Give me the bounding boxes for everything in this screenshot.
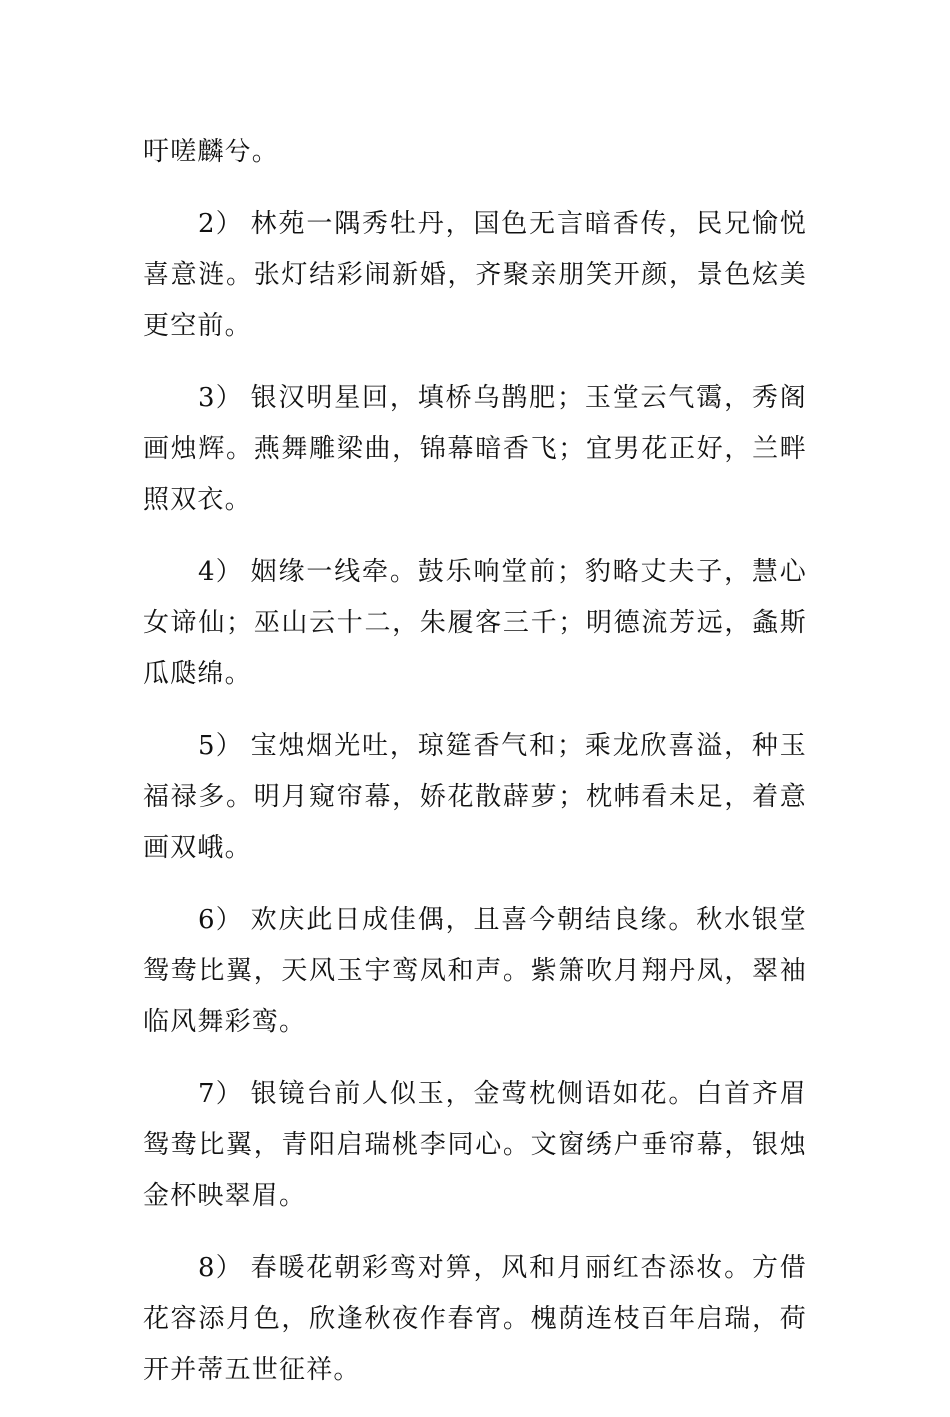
item-text: 欢庆此日成佳偶，且喜今朝结良缘。秋水银堂鸳鸯比翼，天风玉宇鸾凤和声。紫箫吹月翔丹凤，翠袖临风舞彩鸾。 (143, 905, 807, 1037)
item-text: 宝烛烟光吐，琼筵香气和；乘龙欣喜溢，种玉福禄多。明月窥帘幕，娇花散薜萝；枕帏看未足，着意画双峨。 (143, 731, 807, 863)
item-text: 春暖花朝彩鸾对箅，风和月丽红杏添妆。方借花容添月色，欣逢秋夜作春宵。槐荫连枝百年启瑞，荷开并蒂五世征祥。 (143, 1253, 807, 1385)
item-text: 林苑一隅秀牡丹，国色无言暗香传，民兄愉悦喜意涟。张灯结彩闹新婚，齐聚亲朋笑开颜，景色炫美更空前。 (143, 209, 807, 341)
verse-item (143, 1243, 807, 1396)
verse-item (143, 721, 807, 874)
verse-item (143, 199, 807, 352)
item-number: 6） (198, 905, 243, 935)
verse-item (143, 547, 807, 700)
verse-item (143, 373, 807, 526)
item-text: 银镜台前人似玉，金莺枕侧语如花。白首齐眉鸳鸯比翼，青阳启瑞桃李同心。文窗绣户垂帘幕，银烛金杯映翠眉。 (143, 1079, 807, 1211)
item-number: 4） (198, 557, 243, 587)
continuation-paragraph: 吁嗟麟兮。 (143, 137, 280, 167)
verse-item (143, 895, 807, 1048)
document-body (143, 127, 807, 1417)
item-text: 姻缘一线牵。鼓乐响堂前；豹略丈夫子，慧心女谛仙；巫山云十二，朱履客三千；明德流芳远，螽斯瓜瓞绵。 (143, 557, 807, 689)
verse-item (143, 1069, 807, 1222)
item-number: 5） (198, 731, 243, 761)
item-text: 银汉明星回，填桥乌鹊肥；玉堂云气霭，秀阁画烛辉。燕舞雕梁曲，锦幕暗香飞；宜男花正好，兰畔照双衣。 (143, 383, 807, 515)
item-number: 2） (198, 209, 243, 239)
item-number: 7） (198, 1079, 243, 1109)
item-number: 3） (198, 383, 243, 413)
item-number: 8） (198, 1253, 243, 1283)
